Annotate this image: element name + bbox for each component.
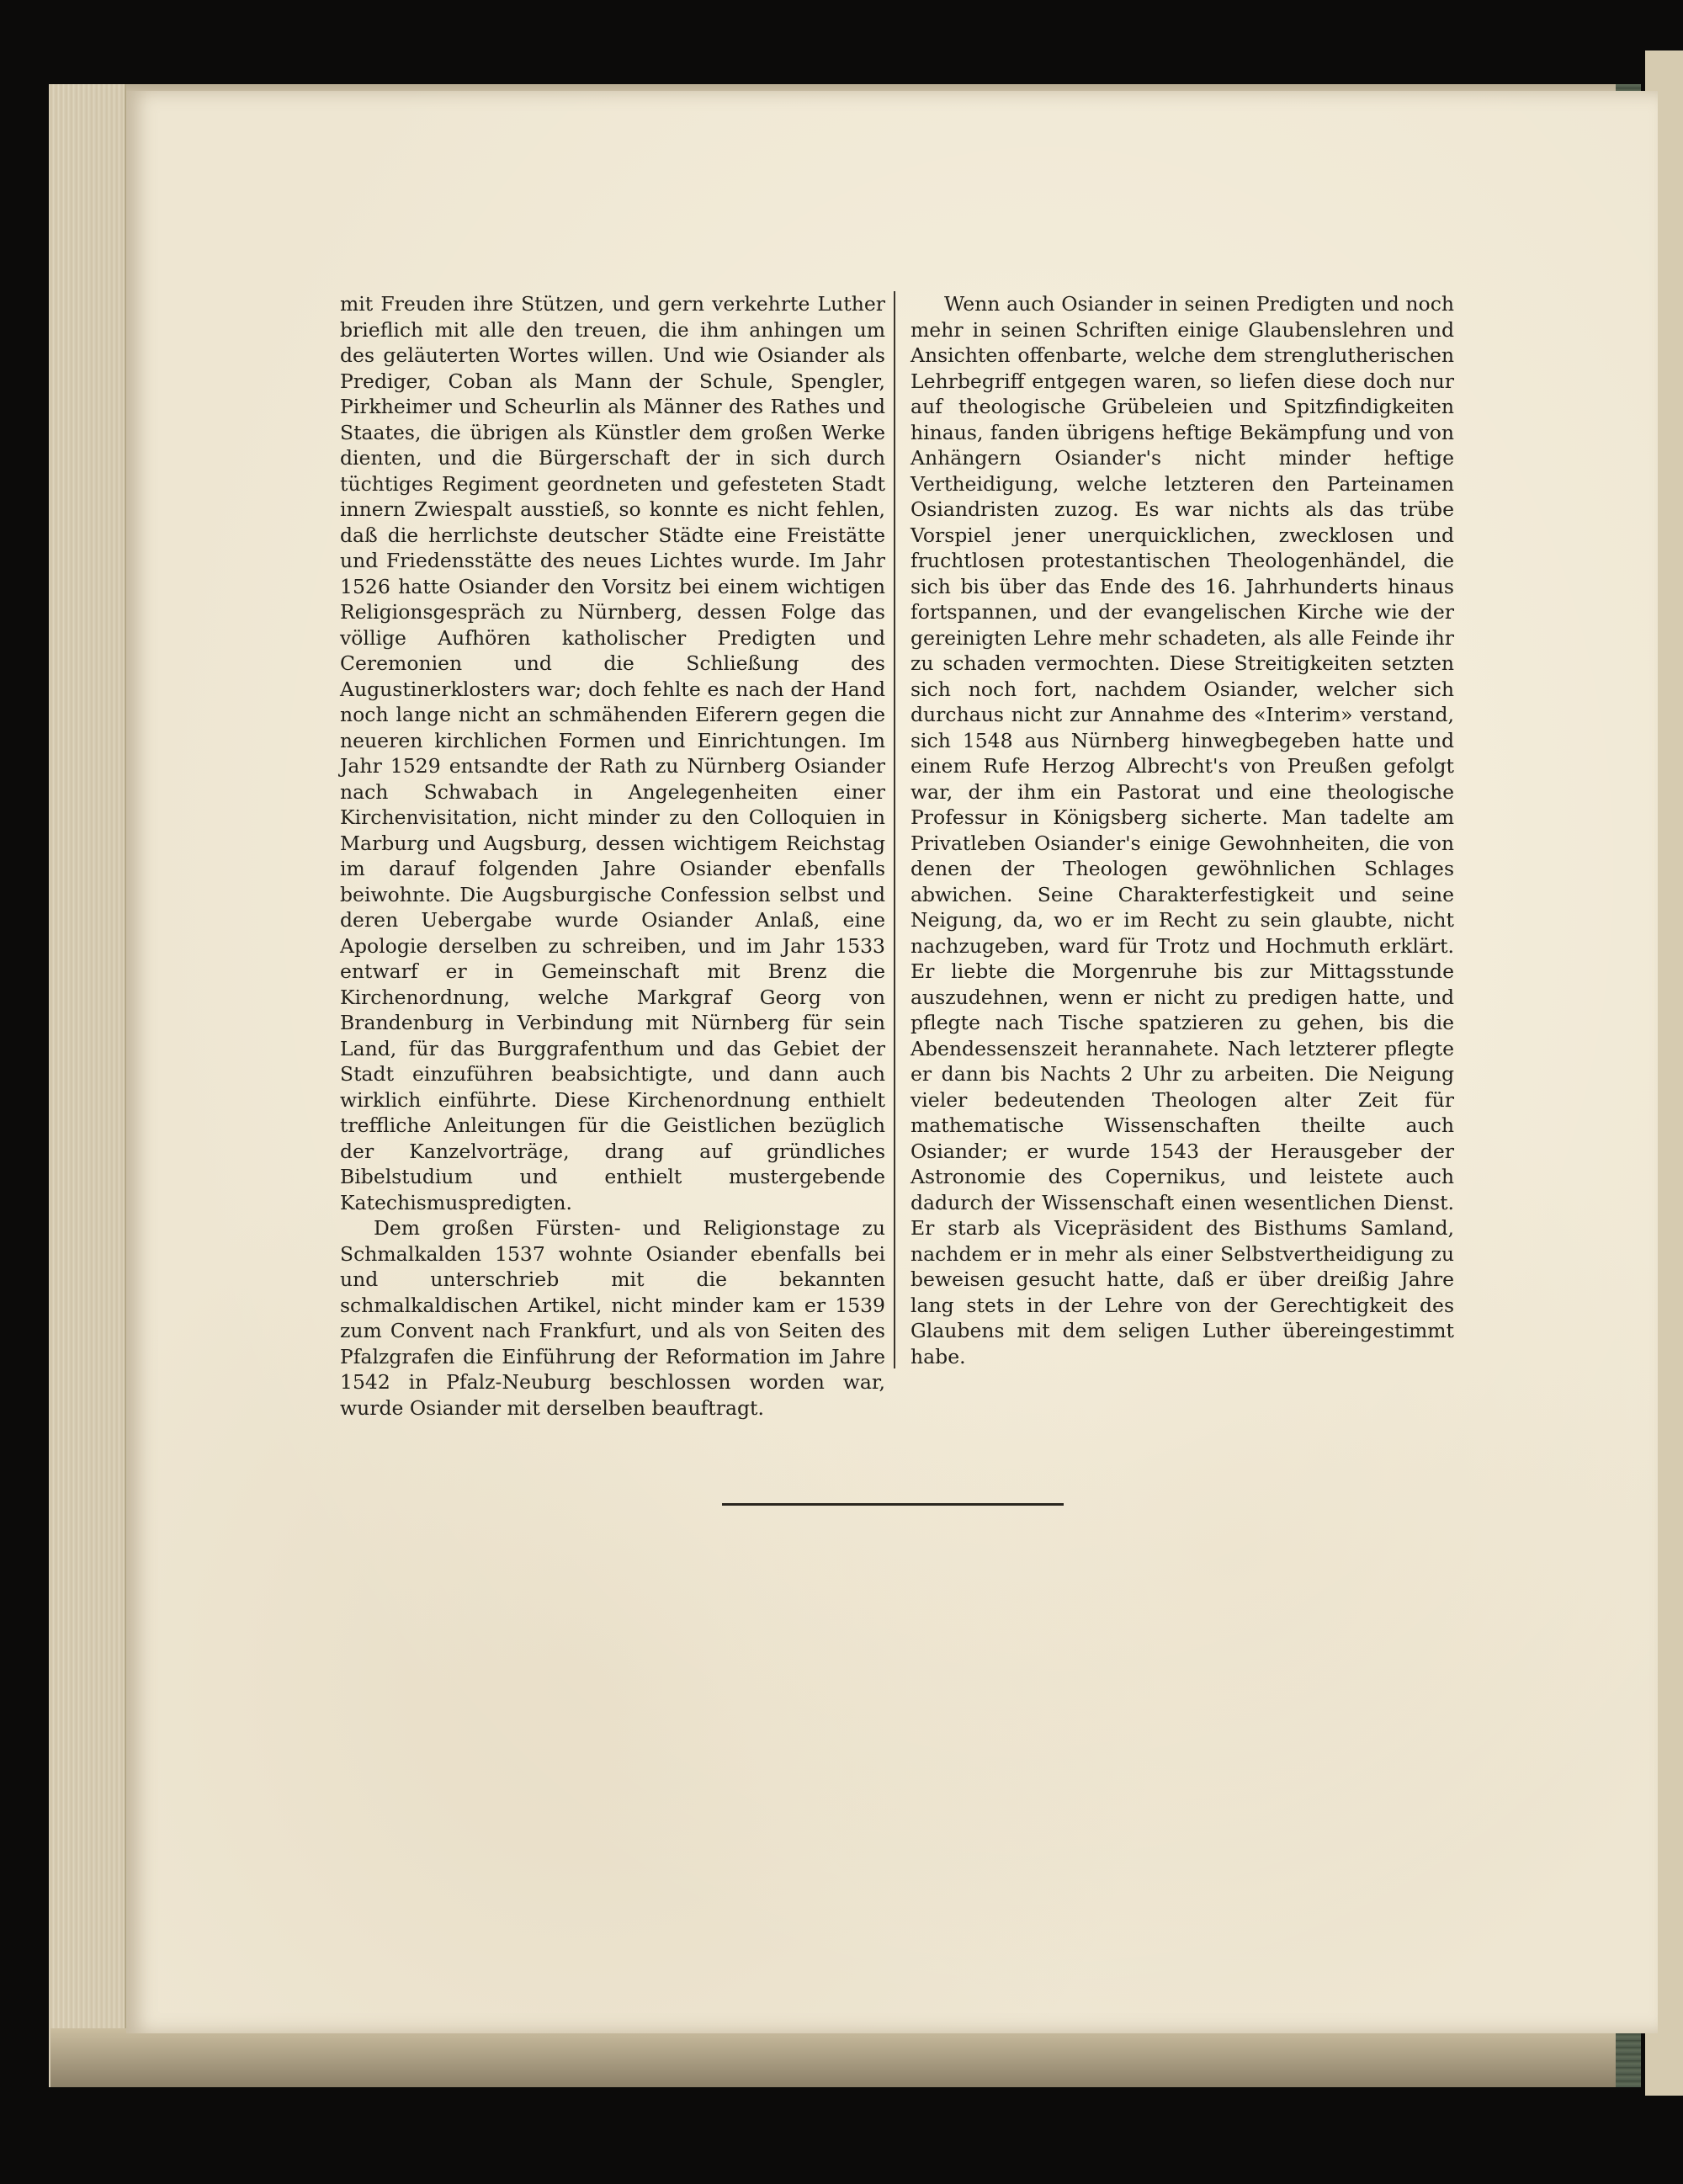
- book-bottom-edge: [50, 2028, 1641, 2087]
- right-paragraph-1: Wenn auch Osiander in seinen Predigten und noch mehr in seinen Schriften einige Glaubenslehren und Ansichten offenbarte, welche dem strenglutherischen Lehrbegriff entgegen waren, so liefen diese doch nur auf theologische Grübeleien und Spitzfindigkeiten hinaus, fanden übrigens heftige Bekämpfung und von Anhängern Osiander's nicht minder heftige Vertheidigung, welche letzteren den Parteinamen Osiandristen zuzog. Es war nichts als das trübe Vorspiel jener unerquicklichen, zwecklosen und fruchtlosen protestantischen Theologenhändel, die sich bis über das Ende des 16. Jahrhunderts hinaus fortspannen, und der evangelischen Kirche wie der gereinigten Lehre mehr schadeten, als alle Feinde ihr zu schaden vermochten. Diese Streitigkeiten setzten sich noch fort, nachdem Osiander, welcher sich durchaus nicht zur Annahme des «Interim» verstand, sich 1548 aus Nürnberg hinwegbegeben hatte und einem Rufe Herzog Albrecht's von Preußen gefolgt war, der ihm ein Pastorat und eine theologische Professur in Königsberg sicherte. Man tadelte am Privatleben Osiander's einige Gewohnheiten, die von denen der Theologen gewöhnlichen Schlages abwichen. Seine Charakterfestigkeit und seine Neigung, da, wo er im Recht zu sein glaubte, nicht nachzugeben, ward für Trotz und Hochmuth erklärt. Er liebte die Morgenruhe bis zur Mittagsstunde auszudehnen, wenn er nicht zu predigen hatte, und pflegte nach Tische spatzieren zu gehen, bis die Abendessenszeit herannahete. Nach letzterer pflegte er dann bis Nachts 2 Uhr zu arbeiten. Die Neigung vieler bedeutenden Theologen alter Zeit für mathematische Wissenschaften theilte auch Osiander; er wurde 1543 der Herausgeber der Astronomie des Copernikus, und leistete auch dadurch der Wissenschaft einen wesentlichen Dienst. Er starb als Vicepräsident des Bisthums Samland, nachdem er in mehr als einer Selbstvertheidigung zu beweisen gesucht hatte, daß er über dreißig Jahre lang stets in der Lehre von der Gerechtigkeit des Glaubens mit dem seligen Luther übereingestimmt habe.: [911, 292, 1454, 1368]
- left-text-column: [340, 291, 885, 1421]
- left-paragraph-1: mit Freuden ihre Stützen, und gern verkehrte Luther brieflich mit alle den treuen, die ihm anhingen um des geläuterten Wortes willen. Und wie Osiander als Prediger, Coban als Mann der Schule, Spengler, Pirkheimer und Scheurlin als Männer des Rathes und Staates, die übrigen als Künstler dem großen Werke dienten, und die Bürgerschaft der in sich durch tüchtiges Regiment geordneten und gefesteten Stadt innern Zwiespalt ausstieß, so konnte es nicht fehlen, daß die herrlichste deutscher Städte eine Freistätte und Friedensstätte des neues Lichtes wurde. Im Jahr 1526 hatte Osiander den Vorsitz bei einem wichtigen Religionsgespräch zu Nürnberg, dessen Folge das völlige Aufhören katholischer Predigten und Ceremonien und die Schließung des Augustinerklosters war; doch fehlte es nach der Hand noch lange nicht an schmähenden Eiferern gegen die neueren kirchlichen Formen und Einrichtungen. Im Jahr 1529 entsandte der Rath zu Nürnberg Osiander nach Schwabach in Angelegenheiten einer Kirchenvisitation, nicht minder zu den Colloquien in Marburg und Augsburg, dessen wichtigem Reichstag im darauf folgenden Jahre Osiander ebenfalls beiwohnte. Die Augsburgische Confession selbst und deren Uebergabe wurde Osiander Anlaß, eine Apologie derselben zu schreiben, und im Jahr 1533 entwarf er in Gemeinschaft mit Brenz die Kirchenordnung, welche Markgraf Georg von Brandenburg in Verbindung mit Nürnberg für sein Land, für das Burggrafenthum und das Gebiet der Stadt einzuführen beabsichtigte, und dann auch wirklich einführte. Diese Kirchenordnung enthielt treffliche Anleitungen für die Geistlichen bezüglich der Kanzelvorträge, drang auf gründliches Bibelstudium und enthielt mustergebende Katechismuspredigten.: [340, 292, 885, 1214]
- section-end-rule: [722, 1503, 1064, 1506]
- column-divider-rule: [894, 291, 895, 1368]
- book-page-block-edge: [49, 84, 126, 2087]
- left-paragraph-2: Dem großen Fürsten- und Religionstage zu Schmalkalden 1537 wohnte Osiander ebenfalls bei und unterschrieb mit die bekannten schmalkaldischen Artikel, nicht minder kam er 1539 zum Convent nach Frankfurt, und als von Seiten des Pfalzgrafen die Einführung der Reformation im Jahre 1542 in Pfalz-Neuburg beschlossen worden war, wurde Osiander mit derselben beauftragt.: [340, 1216, 885, 1420]
- right-text-column: [911, 291, 1454, 1369]
